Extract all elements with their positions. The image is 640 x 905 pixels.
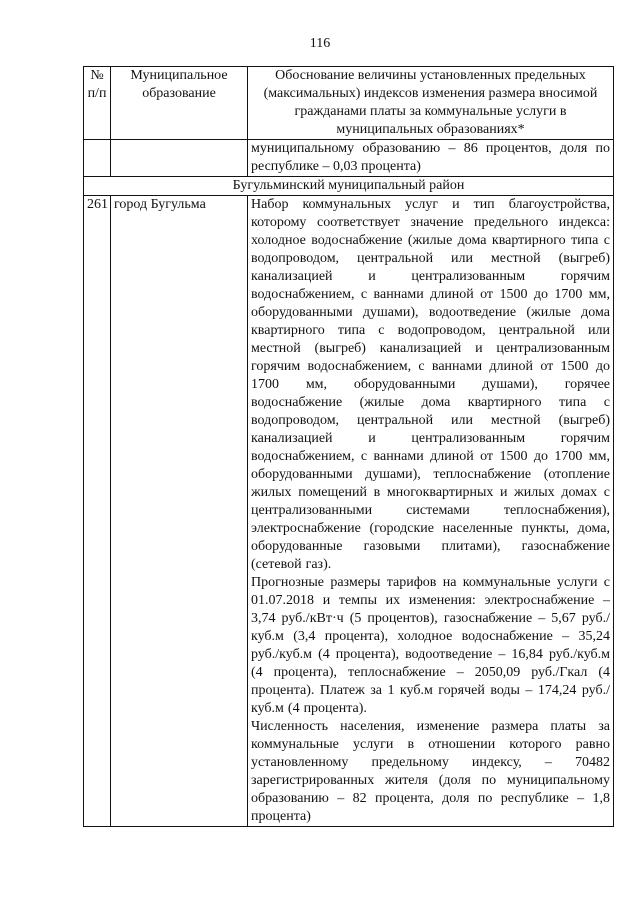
continuation-text: муниципальному образованию – 86 процентов, доля по республике – 0,03 процента) bbox=[248, 140, 614, 177]
tariff-table bbox=[83, 66, 614, 827]
page-number: 116 bbox=[309, 36, 331, 51]
row-municipality: город Бугульма bbox=[111, 196, 248, 827]
table-header-row bbox=[84, 67, 614, 140]
row-justification bbox=[248, 196, 614, 827]
row-number: 261 bbox=[84, 196, 111, 827]
continuation-empty-cell bbox=[84, 140, 111, 177]
justification-paragraph-3: Численность населения, изменение размера платы за коммунальные услуги в отношении которого равно установленному предельному индексу, – 70482 зарегистрированных жителя (доля по муниципальному образованию – 82 процента, доля по республике – 1,8 процента) bbox=[251, 719, 610, 824]
table-row bbox=[84, 196, 614, 827]
justification-paragraph-1: Набор коммунальных услуг и тип благоустройства, которому соответствует значение предельного индекса: холодное водоснабжение (жилые дома квартирного типа с водопроводом, центральной или местной (выгреб) канализацией и централизованным горячим водоснабжением, с ваннами длиной от 1500 до 1700 мм, оборудованными душами), водоотведение (жилые дома квартирного типа с водопроводом, центральной или местной (выгреб) канализацией и централизованным горячим водоснабжением, с ваннами длиной от 1500 до 1700 мм, оборудованными душами), горячее водоснабжение (жилые дома квартирного типа с водопроводом, центральной или местной (выгреб) канализацией и централизованным горячим водоснабжением, с ваннами длиной от 1500 до 1700 мм, оборудованными душами), теплоснабжение (отопление жилых помещений в многоквартирных и жилых домах с централизованными системами теплоснабжения), электроснабжение (городские населенные пункты, дома, оборудованные газовыми плитами), газоснабжение (сетевой газ). bbox=[251, 197, 610, 572]
header-number: № п/п bbox=[84, 67, 111, 140]
continuation-empty-cell bbox=[111, 140, 248, 177]
header-municipality: Муниципальное образование bbox=[111, 67, 248, 140]
justification-paragraph-2: Прогнозные размеры тарифов на коммунальные услуги с 01.07.2018 и темпы их изменения: электроснабжение – 3,74 руб./кВт·ч (5 процентов), газоснабжение – 5,67 руб./куб.м (3,4 процента), холодное водоснабжение – 35,24 руб./куб.м (4 процента), водоотведение – 16,84 руб./куб.м (4 процента), теплоснабжение – 2050,09 руб./Гкал (4 процента). Платеж за 1 куб.м горячей воды – 174,24 руб./куб.м (4 процента). bbox=[251, 575, 610, 716]
section-row bbox=[84, 177, 614, 196]
continuation-row bbox=[84, 140, 614, 177]
header-justification: Обоснование величины установленных предельных (максимальных) индексов изменения размера вносимой гражданами платы за коммунальные услуги в муниципальных образованиях* bbox=[248, 67, 614, 140]
section-title: Бугульминский муниципальный район bbox=[84, 177, 614, 196]
